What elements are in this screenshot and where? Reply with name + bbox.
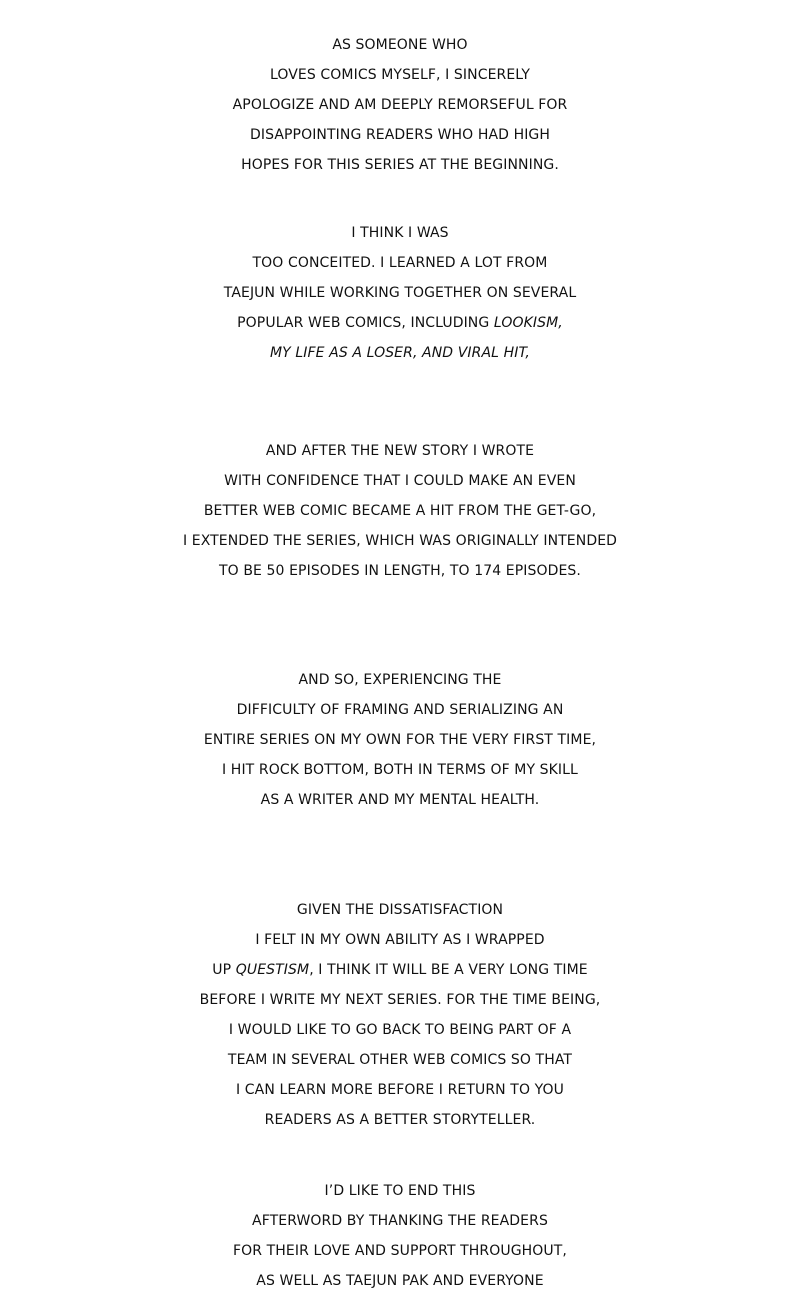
text-line: I WOULD LIKE TO GO BACK TO BEING PART OF A: [228, 1022, 572, 1038]
text-line: I HIT ROCK BOTTOM, BOTH IN TERMS OF MY SKILL: [222, 762, 578, 778]
text-line: FOR THEIR LOVE AND SUPPORT THROUGHOUT,: [233, 1243, 567, 1259]
text-line: POPULAR WEB COMICS, INCLUDING LOOKISM,: [237, 315, 563, 331]
title-questism: QUESTISM: [235, 962, 310, 978]
text-line: TO BE 50 EPISODES IN LENGTH, TO 174 EPISODES.: [219, 563, 581, 579]
text-line: AS A WRITER AND MY MENTAL HEALTH.: [260, 792, 540, 808]
text-line: ENTIRE SERIES ON MY OWN FOR THE VERY FIRST TIME,: [203, 732, 597, 748]
paragraph-extension: [0, 436, 800, 586]
text-line: AND SO, EXPERIENCING THE: [298, 672, 502, 688]
text-line: BEFORE I WRITE MY NEXT SERIES. FOR THE TIME BEING,: [199, 992, 601, 1008]
text-line: AS WELL AS TAEJUN PAK AND EVERYONE: [256, 1273, 544, 1289]
text-line: GIVEN THE DISSATISFACTION: [296, 902, 504, 918]
text-line: TAEJUN WHILE WORKING TOGETHER ON SEVERAL: [223, 285, 577, 301]
text-line: I’D LIKE TO END THIS: [324, 1183, 476, 1199]
text-line: I CAN LEARN MORE BEFORE I RETURN TO YOU: [236, 1082, 564, 1098]
text-line: DIFFICULTY OF FRAMING AND SERIALIZING AN: [236, 702, 564, 718]
text-line: AS SOMEONE WHO: [332, 37, 468, 53]
text-line: LOVES COMICS MYSELF, I SINCERELY: [269, 67, 531, 83]
text-line: READERS AS A BETTER STORYTELLER.: [264, 1112, 536, 1128]
paragraph-thanks: [0, 1176, 800, 1296]
title-lookism: LOOKISM: [493, 315, 559, 331]
text-line: I THINK I WAS: [351, 225, 449, 241]
text-line: DISAPPOINTING READERS WHO HAD HIGH: [249, 127, 551, 143]
text-line: I EXTENDED THE SERIES, WHICH WAS ORIGINALLY INTENDED: [182, 533, 618, 549]
paragraph-next-series: [0, 895, 800, 1135]
text-line: BETTER WEB COMIC BECAME A HIT FROM THE GET-GO,: [203, 503, 597, 519]
text-line: APOLOGIZE AND AM DEEPLY REMORSEFUL FOR: [232, 97, 568, 113]
text-line: I FELT IN MY OWN ABILITY AS I WRAPPED: [255, 932, 545, 948]
paragraph-conceited: [0, 218, 800, 368]
text-line: TEAM IN SEVERAL OTHER WEB COMICS SO THAT: [227, 1052, 573, 1068]
text-line: UP QUESTISM, I THINK IT WILL BE A VERY LONG TIME: [212, 962, 588, 978]
text-line: HOPES FOR THIS SERIES AT THE BEGINNING.: [241, 157, 559, 173]
paragraph-apology: [0, 30, 800, 180]
text-line-titles: MY LIFE AS A LOSER, AND VIRAL HIT,: [270, 345, 530, 361]
paragraph-rock-bottom: [0, 665, 800, 815]
text-line: TOO CONCEITED. I LEARNED A LOT FROM: [252, 255, 548, 271]
text-line: AFTERWORD BY THANKING THE READERS: [252, 1213, 548, 1229]
text-line: AND AFTER THE NEW STORY I WROTE: [265, 443, 535, 459]
text-line: WITH CONFIDENCE THAT I COULD MAKE AN EVEN: [224, 473, 576, 489]
